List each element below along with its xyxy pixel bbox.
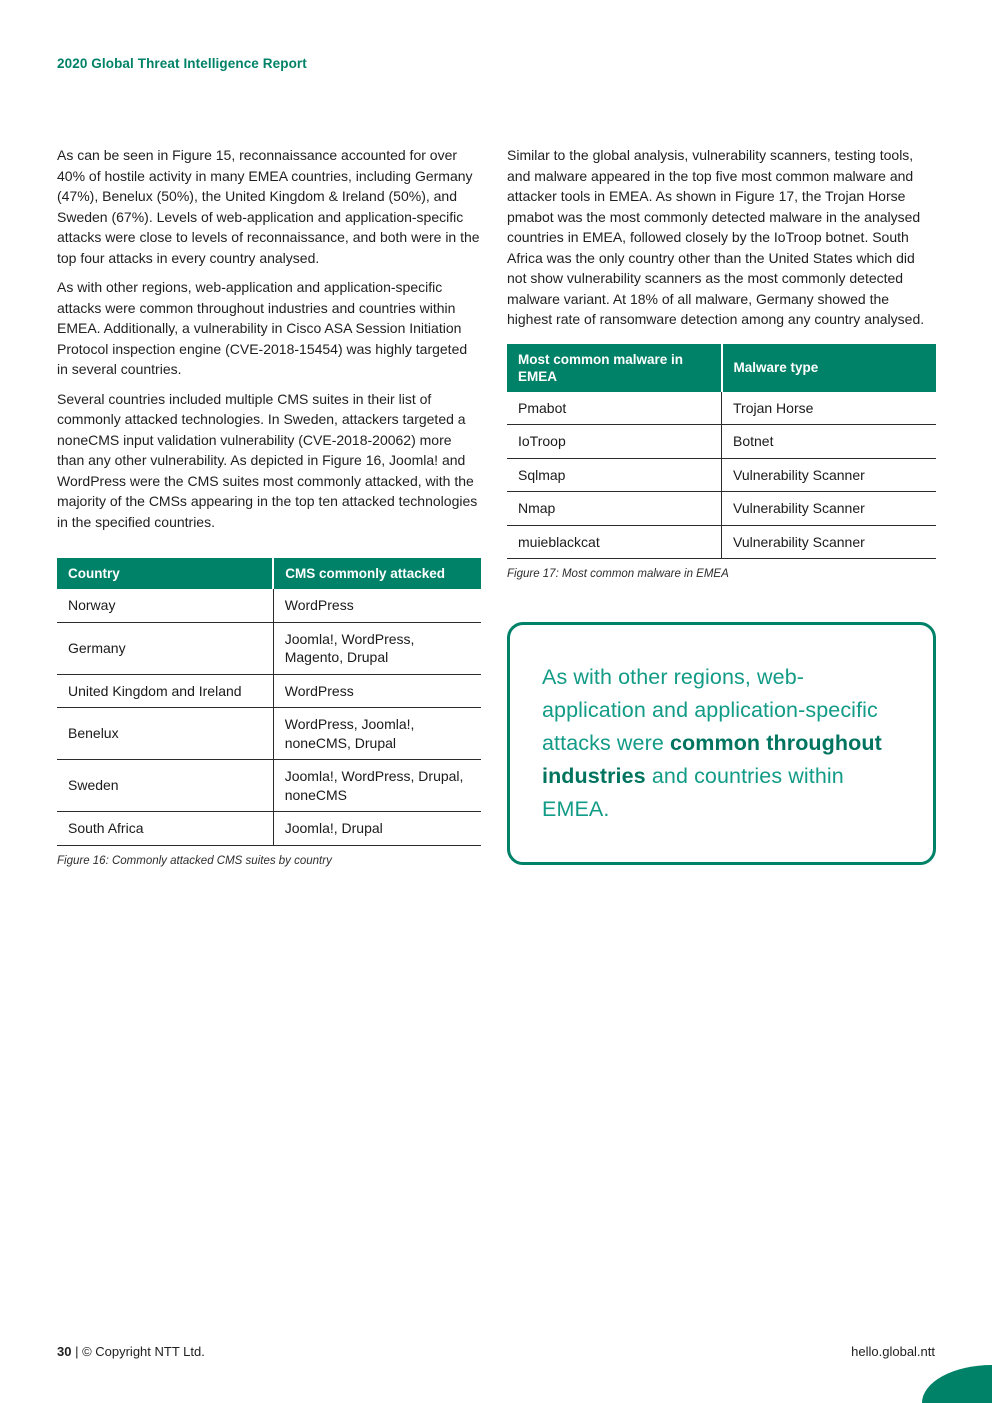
page-footer <box>57 1344 935 1359</box>
right-column <box>507 145 936 865</box>
table-row <box>507 492 936 526</box>
cms-table <box>57 558 481 846</box>
table-row <box>57 708 481 760</box>
table-row <box>507 425 936 459</box>
table-cell-malware: Sqlmap <box>507 458 722 492</box>
table-cell-malware: Nmap <box>507 492 722 526</box>
table-cell-country: United Kingdom and Ireland <box>57 674 273 708</box>
table-cell-cms: Joomla!, WordPress, Magento, Drupal <box>273 622 481 674</box>
table-cell-country: Norway <box>57 589 273 622</box>
table-cell-malware: IoTroop <box>507 425 722 459</box>
table-header-row <box>57 558 481 589</box>
table-cell-type: Vulnerability Scanner <box>722 458 937 492</box>
malware-table <box>507 344 936 560</box>
column-header-malware-type: Malware type <box>722 344 937 392</box>
figure-16-caption: Figure 16: Commonly attacked CMS suites by country <box>57 854 332 867</box>
figure-16-table-wrap <box>57 558 481 867</box>
report-title: 2020 Global Threat Intelligence Report <box>57 56 307 71</box>
table-cell-cms: WordPress <box>273 674 481 708</box>
table-cell-malware: Pmabot <box>507 392 722 425</box>
table-cell-type: Trojan Horse <box>722 392 937 425</box>
table-row <box>57 760 481 812</box>
table-row <box>57 674 481 708</box>
table-row <box>57 812 481 846</box>
paragraph-cms-suites: Several countries included multiple CMS suites in their list of commonly attacked technologies. In Sweden, attackers targeted a noneCMS input validation vulnerability (CVE-2018-20062) more than any other vulnerability. As depicted in Figure 16, Joomla! and WordPress were the CMS suites most commonly attacked, with the majority of the CMSs appearing in the top ten attacked technologies in the specified countries. <box>57 390 478 530</box>
callout-text-before: As with other regions, web-application and application-specific attacks were <box>542 665 878 755</box>
table-cell-country: Sweden <box>57 760 273 812</box>
page-corner-decoration <box>922 1365 992 1403</box>
figure-17-table-wrap <box>507 344 936 581</box>
table-header-row <box>507 344 936 392</box>
callout-text-bold: common throughout industries <box>542 731 882 788</box>
paragraph-web-application-attacks: As with other regions, web-application and application-specific attacks were common throughout industries and countries within EMEA. Additionally, a vulnerability in Cisco ASA Session Initiation Protocol inspection engine (CVE-2018-15454) was highly targeted in several countries. <box>57 279 468 377</box>
table-cell-cms: Joomla!, Drupal <box>273 812 481 846</box>
column-header-country: Country <box>57 558 273 589</box>
table-row <box>507 525 936 559</box>
column-header-malware-name: Most common malware in EMEA <box>507 344 722 392</box>
table-cell-country: South Africa <box>57 812 273 846</box>
table-row <box>57 622 481 674</box>
left-column <box>57 145 481 867</box>
page-number: 30 <box>57 1344 72 1359</box>
pull-quote-callout <box>507 622 936 865</box>
table-cell-type: Vulnerability Scanner <box>722 492 937 526</box>
paragraph-malware-analysis: Similar to the global analysis, vulnerability scanners, testing tools, and malware appeared in the top five most common malware and attacker tools in EMEA. As shown in Figure 17, the Trojan Horse pmabot was the most commonly detected malware in the analysed countries in EMEA, followed closely by the IoTroop botnet. South Africa was the only country other than the United States which did not show vulnerability scanners as the most commonly detected malware variant. At 18% of all malware, Germany showed the highest rate of ransomware detection among any country analysed. <box>507 147 925 327</box>
table-cell-type: Vulnerability Scanner <box>722 525 937 559</box>
table-cell-country: Germany <box>57 622 273 674</box>
footer-copyright <box>57 1344 205 1359</box>
footer-website: hello.global.ntt <box>851 1344 935 1359</box>
copyright-text: | © Copyright NTT Ltd. <box>71 1344 205 1359</box>
table-row <box>57 589 481 622</box>
table-cell-cms: WordPress, Joomla!, noneCMS, Drupal <box>273 708 481 760</box>
callout-text-after: and countries within EMEA. <box>542 764 844 821</box>
table-cell-cms: Joomla!, WordPress, Drupal, noneCMS <box>273 760 481 812</box>
table-cell-cms: WordPress <box>273 589 481 622</box>
table-cell-country: Benelux <box>57 708 273 760</box>
figure-17-caption: Figure 17: Most common malware in EMEA <box>507 568 729 580</box>
paragraph-reconnaissance: As can be seen in Figure 15, reconnaissance accounted for over 40% of hostile activity in many EMEA countries, including Germany (47%), Benelux (50%), the United Kingdom & Ireland (50%), and Sweden (67%). Levels of web-application and application-specific attacks were close to levels of reconnaissance, and both were in the top four attacks in every country analysed. <box>57 147 480 266</box>
table-row <box>507 458 936 492</box>
column-header-cms-attacked: CMS commonly attacked <box>273 558 481 589</box>
table-row <box>507 392 936 425</box>
table-cell-type: Botnet <box>722 425 937 459</box>
table-cell-malware: muieblackcat <box>507 525 722 559</box>
